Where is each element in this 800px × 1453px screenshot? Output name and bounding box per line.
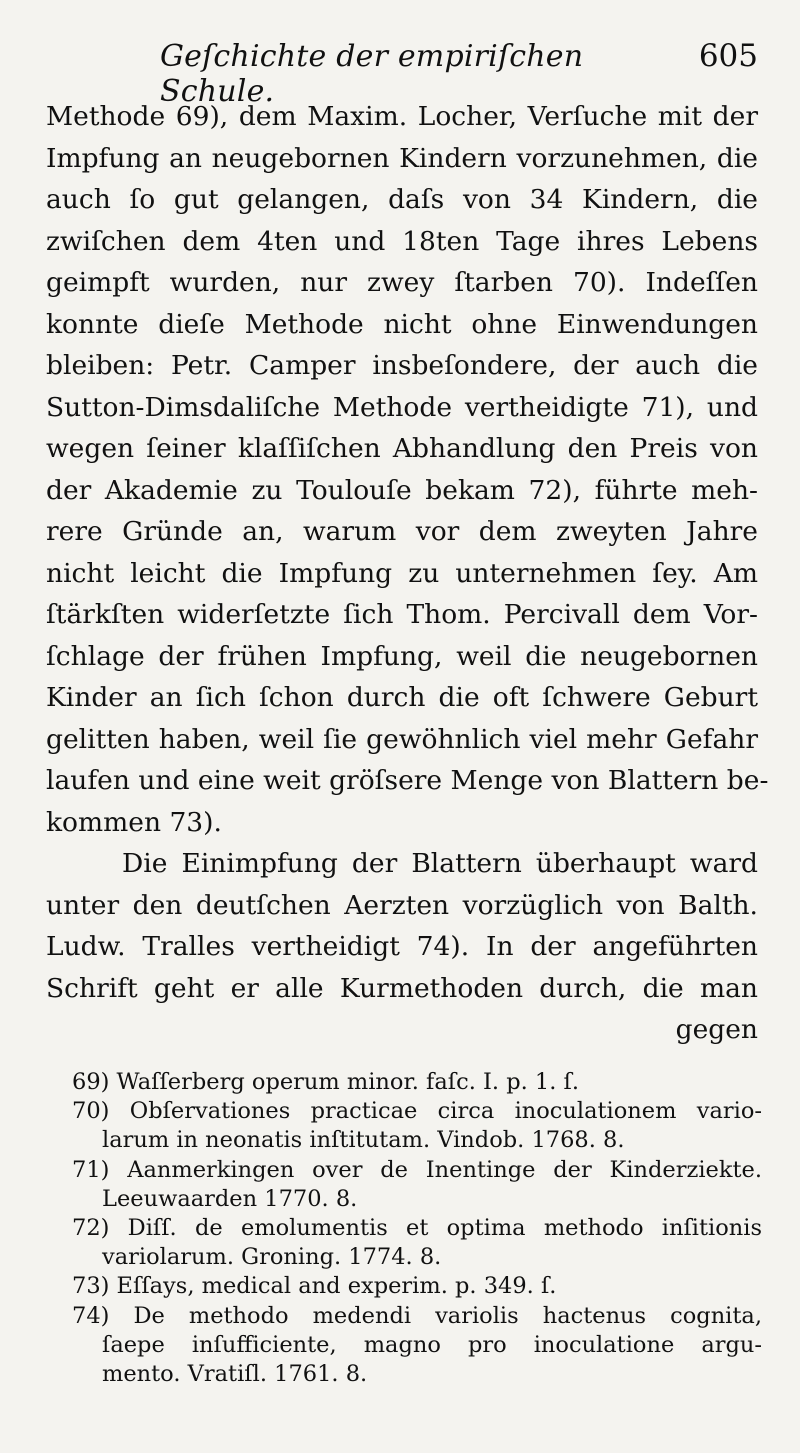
body-line: auch ſo gut gelangen, daſs von 34 Kindern, die (46, 184, 758, 215)
body-line: Sutton-Dimsdaliſche Methode vertheidigte 71), und (46, 391, 758, 423)
body-text (46, 96, 769, 1051)
body-line: Methode 69), dem Maxim. Locher, Verſuche mit der (46, 101, 758, 132)
footnote-72: 72) Diſſ. de emolumentis et optima methodo inſitionis (72, 1215, 762, 1242)
footnote-71: 71) Aanmerkingen over de Inentinge der Kinderziekte. (72, 1156, 762, 1183)
body-line: nicht leicht die Impfung zu unternehmen ſey. Am (46, 557, 758, 589)
catchword: gegen (675, 1014, 758, 1045)
footnotes (72, 1068, 762, 1389)
body-line: rere Gründe an, warum vor dem zweyten Jahre (46, 516, 758, 547)
footnote-69: 69) Waſſerberg operum minor. faſc. I. p. 1. ſ. (72, 1069, 580, 1095)
footnote-74: 74) De methodo medendi variolis hactenus cognita, (72, 1302, 762, 1329)
body-line: konnte dieſe Methode nicht ohne Einwendungen (46, 308, 758, 340)
body-line: unter den deutſchen Aerzten vorzüglich von Balth. (46, 889, 758, 921)
footnote-70-cont: larum in neonatis inſtitutam. Vindob. 1768. 8. (102, 1127, 625, 1154)
body-line: bleiben: Petr. Camper insbeſondere, der auch die (46, 350, 758, 381)
body-line: laufen und eine weit gröſsere Menge von Blattern be- (46, 765, 769, 796)
body-line: kommen 73). (46, 806, 222, 838)
body-line: Impfung an neugebornen Kindern vorzunehmen, die (46, 142, 758, 174)
footnote-74-cont: ſaepe inſufficiente, magno pro inoculatione argu- (102, 1331, 762, 1358)
body-line: wegen ſeiner klaſſiſchen Abhandlung den Preis von (46, 433, 758, 464)
footnote-71-cont: Leeuwaarden 1770. 8. (102, 1185, 358, 1212)
footnote-74-cont: mento. Vratiſl. 1761. 8. (102, 1361, 368, 1388)
footnote-73: 73) Eſſays, medical and experim. p. 349. ſ. (72, 1273, 557, 1300)
page-number: 605 (698, 38, 758, 74)
body-line: ſchlage der frühen Impfung, weil die neugebornen (46, 640, 758, 672)
page-header (160, 38, 758, 109)
footnote-70: 70) Obſervationes practicae circa inoculationem vario- (72, 1098, 762, 1125)
body-line: der Akademie zu Toulouſe bekam 72), führte meh- (46, 474, 758, 506)
body-line: Schrift geht er alle Kurmethoden durch, die man (46, 972, 758, 1004)
body-line: ſtärkſten widerſetzte ſich Thom. Percivall dem Vor- (46, 599, 758, 630)
running-title: Geſchichte der empiriſchen Schule. (160, 39, 584, 109)
body-line: gelitten haben, weil ſie gewöhnlich viel mehr Gefahr (46, 723, 758, 755)
paragraph-start-line: Die Einimpfung der Blattern überhaupt ward (122, 848, 758, 879)
body-line: geimpft wurden, nur zwey ſtarben 70). Indeſſen (46, 267, 758, 298)
body-line: Kinder an ſich ſchon durch die oft ſchwere Geburt (46, 682, 758, 713)
footnote-72-cont: variolarum. Groning. 1774. 8. (102, 1244, 442, 1271)
body-line: zwiſchen dem 4ten und 18ten Tage ihres Lebens (46, 225, 758, 257)
body-line: Ludw. Tralles vertheidigt 74). In der angeführten (46, 931, 758, 962)
